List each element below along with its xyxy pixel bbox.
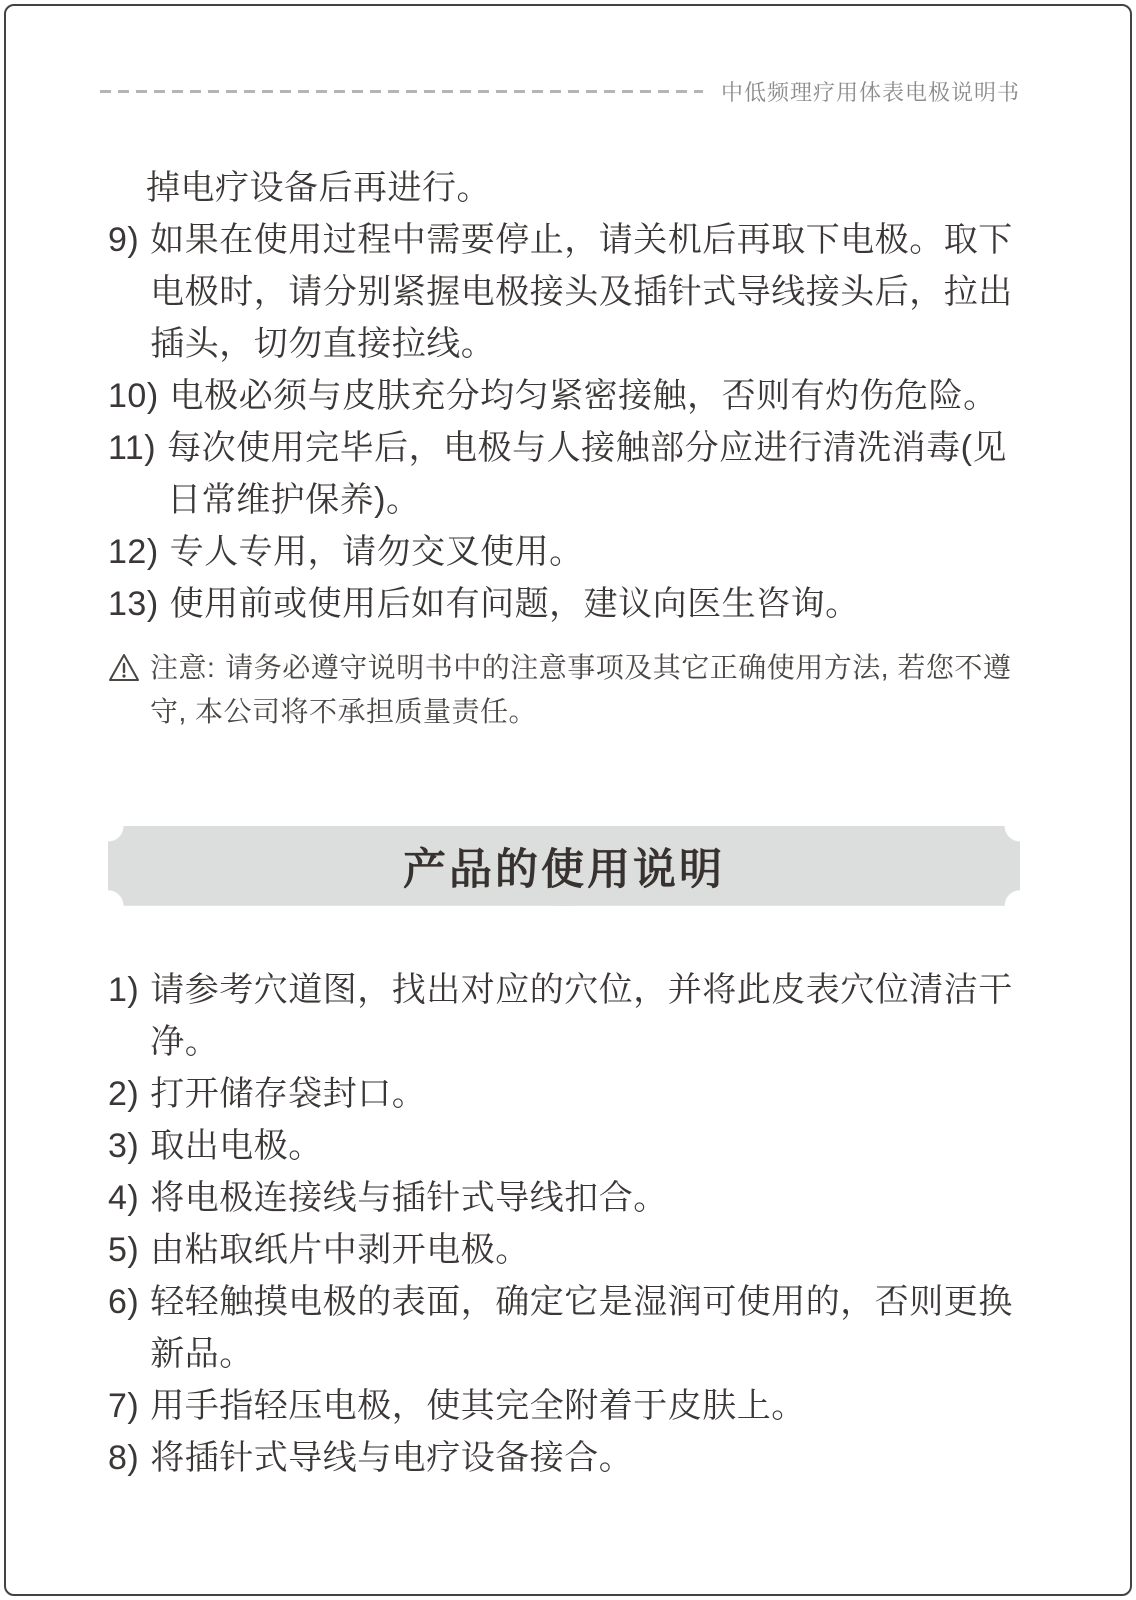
list-continuation-line: 掉电疗设备后再进行。	[146, 169, 491, 207]
list-item-text: 电极必须与皮肤充分均匀紧密接触，否则有灼伤危险。	[169, 377, 998, 415]
warning-note-body	[150, 646, 1020, 734]
list-item	[108, 1432, 1020, 1484]
list-item-number: 4)	[108, 1179, 140, 1217]
warning-note-text: 请务必遵守说明书中的注意事项及其它正确使用方法, 若您不遵守, 本公司将不承担质量责任。	[150, 652, 1012, 727]
list-item-number: 3)	[108, 1127, 140, 1165]
usage-instructions-list	[108, 964, 1020, 1484]
list-item-text: 由粘取纸片中剥开电极。	[150, 1231, 530, 1269]
list-item-number: 13)	[108, 585, 159, 623]
list-item-number: 11)	[108, 429, 157, 467]
list-item-number: 8)	[108, 1439, 140, 1477]
list-item	[108, 578, 1020, 630]
header-title: 中低频理疗用体表电极说明书	[720, 79, 1020, 105]
list-item-text: 将插针式导线与电疗设备接合。	[150, 1439, 634, 1477]
list-item	[108, 1120, 1020, 1172]
list-item-number: 7)	[108, 1387, 140, 1425]
list-item	[108, 1380, 1020, 1432]
list-item-text: 打开储存袋封口。	[150, 1075, 427, 1113]
list-item-number: 5)	[108, 1231, 140, 1269]
list-item-number: 1)	[108, 971, 140, 1009]
list-item-number: 12)	[108, 533, 159, 571]
list-item-number: 2)	[108, 1075, 140, 1113]
list-item	[108, 964, 1020, 1068]
warning-note	[108, 646, 1020, 734]
list-item	[108, 214, 1020, 370]
list-item-text: 轻轻触摸电极的表面，确定它是湿润可使用的，否则更换新品。	[150, 1283, 1013, 1373]
list-item-text: 将电极连接线与插针式导线扣合。	[150, 1179, 668, 1217]
list-item	[108, 526, 1020, 578]
warning-note-label: 注意:	[150, 652, 216, 683]
list-item	[108, 1224, 1020, 1276]
usage-precautions-list	[108, 162, 1020, 630]
list-item	[108, 1276, 1020, 1380]
section-banner	[108, 826, 1020, 906]
page-header	[0, 78, 1136, 104]
list-item-text: 取出电极。	[150, 1127, 323, 1165]
list-item-text: 如果在使用过程中需要停止，请关机后再取下电极。取下电极时，请分别紧握电极接头及插针式导线接头后，拉出插头，切勿直接拉线。	[150, 221, 1013, 363]
page-content	[0, 162, 1136, 1484]
list-item-text: 用手指轻压电极，使其完全附着于皮肤上。	[150, 1387, 806, 1425]
list-item-number: 9)	[108, 221, 140, 259]
section-title: 产品的使用说明	[403, 845, 725, 894]
list-item	[108, 1172, 1020, 1224]
header-dashed-rule	[100, 90, 703, 93]
list-item	[108, 422, 1020, 526]
list-item-number: 6)	[108, 1283, 140, 1321]
list-item	[108, 370, 1020, 422]
list-item-number: 10)	[108, 377, 159, 415]
list-item-text: 请参考穴道图，找出对应的穴位，并将此皮表穴位清洁干净。	[150, 971, 1013, 1061]
list-item-text: 每次使用完毕后，电极与人接触部分应进行清洗消毒(见日常维护保养)。	[167, 429, 1007, 519]
warning-triangle-icon	[108, 646, 140, 734]
list-item	[108, 1068, 1020, 1120]
list-item-text: 使用前或使用后如有问题，建议向医生咨询。	[169, 585, 860, 623]
list-item-text: 专人专用，请勿交叉使用。	[169, 533, 584, 571]
